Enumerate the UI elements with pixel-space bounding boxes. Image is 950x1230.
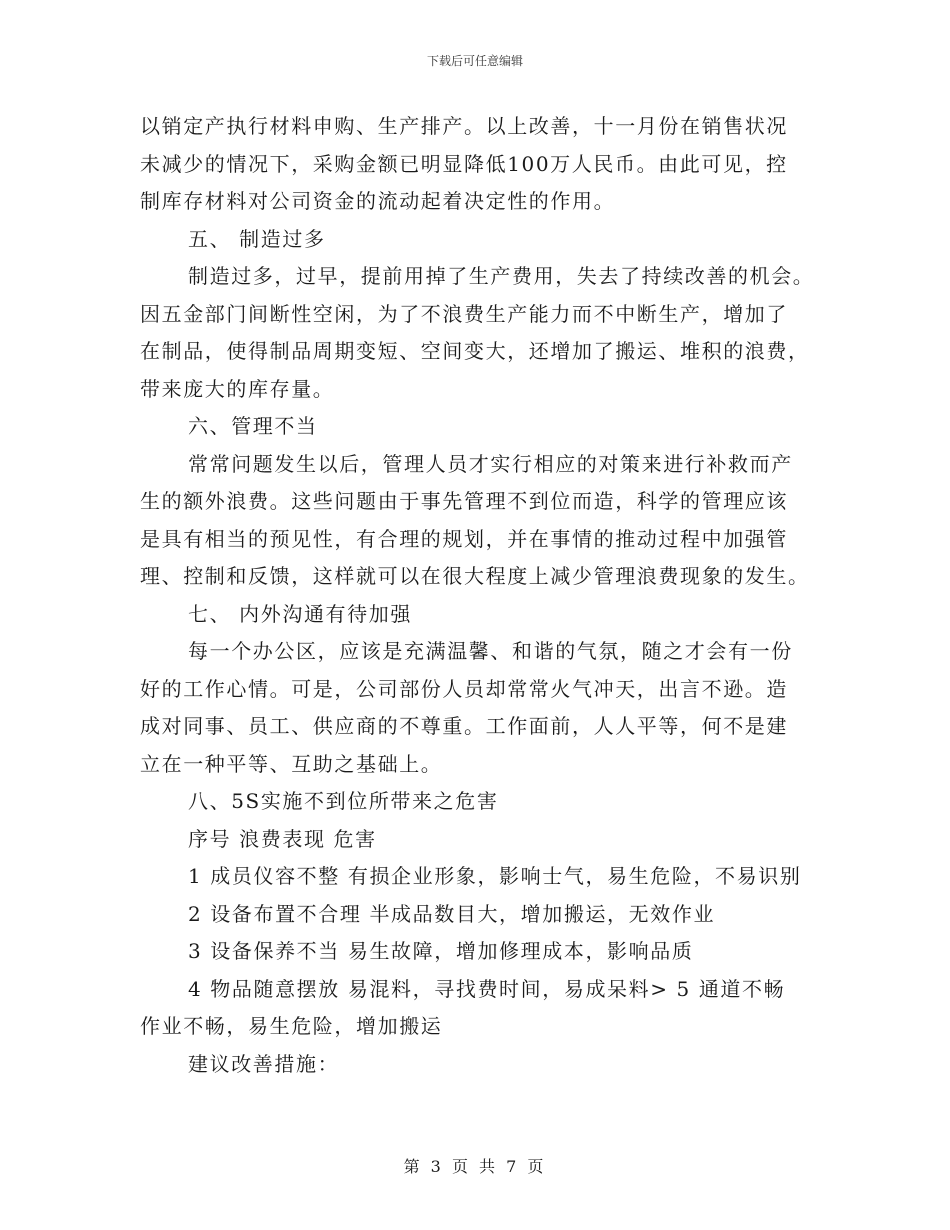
text-line: 是具有相当的预见性，有合理的规划，并在事情的推动过程中加强管 xyxy=(140,526,788,551)
text-line: 七、 内外沟通有待加强 xyxy=(188,601,412,626)
text-line: 成对同事、员工、供应商的不尊重。工作面前，人人平等，何不是建 xyxy=(140,714,788,738)
text-line: 作业不畅，易生危险，增加搬运 xyxy=(140,1014,443,1038)
text-line: 1 成员仪容不整 有损企业形象，影响士气，易生危险，不易识别 xyxy=(188,864,802,888)
text-line: 带来庞大的库存量。 xyxy=(140,376,335,401)
page-header: 下载后可任意编辑 xyxy=(426,54,523,68)
text-line: 六、管理不当 xyxy=(188,414,318,438)
text-line: 在制品，使得制品周期变短、空间变大，还增加了搬运、堆积的浪费， xyxy=(140,339,810,363)
text-line: 立在一种平等、互助之基础上。 xyxy=(140,751,443,776)
text-line: 制造过多，过早，提前用掉了生产费用，失去了持续改善的机会。 xyxy=(188,264,815,288)
text-line: 序号 浪费表现 危害 xyxy=(188,826,377,851)
text-line: 以销定产执行材料申购、生产排产。以上改善，十一月份在销售状况 xyxy=(140,114,788,138)
text-line: 生的额外浪费。这些问题由于事先管理不到位而造，科学的管理应该 xyxy=(140,489,788,513)
document-body xyxy=(140,108,815,1083)
text-line: 建议改善措施： xyxy=(188,1051,340,1076)
page-footer: 第 3 页 共 7 页 xyxy=(403,1157,547,1176)
text-line: 八、5S实施不到位所带来之危害 xyxy=(188,789,499,813)
text-line: 五、 制造过多 xyxy=(188,226,326,251)
text-line: 3 设备保养不当 易生故障，增加修理成本，影响品质 xyxy=(188,939,694,963)
text-line: 2 设备布置不合理 半成品数目大，增加搬运，无效作业 xyxy=(188,901,716,926)
text-line: 因五金部门间断性空闲，为了不浪费生产能力而不中断生产，增加了 xyxy=(140,301,788,326)
text-line: 常常问题发生以后，管理人员才实行相应的对策来进行补救而产 xyxy=(188,451,793,476)
text-line: 未减少的情况下，采购金额已明显降低100万人民币。由此可见，控 xyxy=(140,151,788,176)
text-line: 每一个办公区，应该是充满温馨、和谐的气氛，随之才会有一份 xyxy=(188,639,793,663)
text-line: 制库存材料对公司资金的流动起着决定性的作用。 xyxy=(140,189,616,213)
text-line: 理、控制和反馈，这样就可以在很大程度上减少管理浪费现象的发生。 xyxy=(140,564,810,588)
text-line: 4 物品随意摆放 易混料，寻找费时间，易成呆料> 5 通道不畅 xyxy=(188,976,786,1001)
text-line: 好的工作心情。可是，公司部份人员却常常火气冲天，出言不逊。造 xyxy=(140,676,788,701)
